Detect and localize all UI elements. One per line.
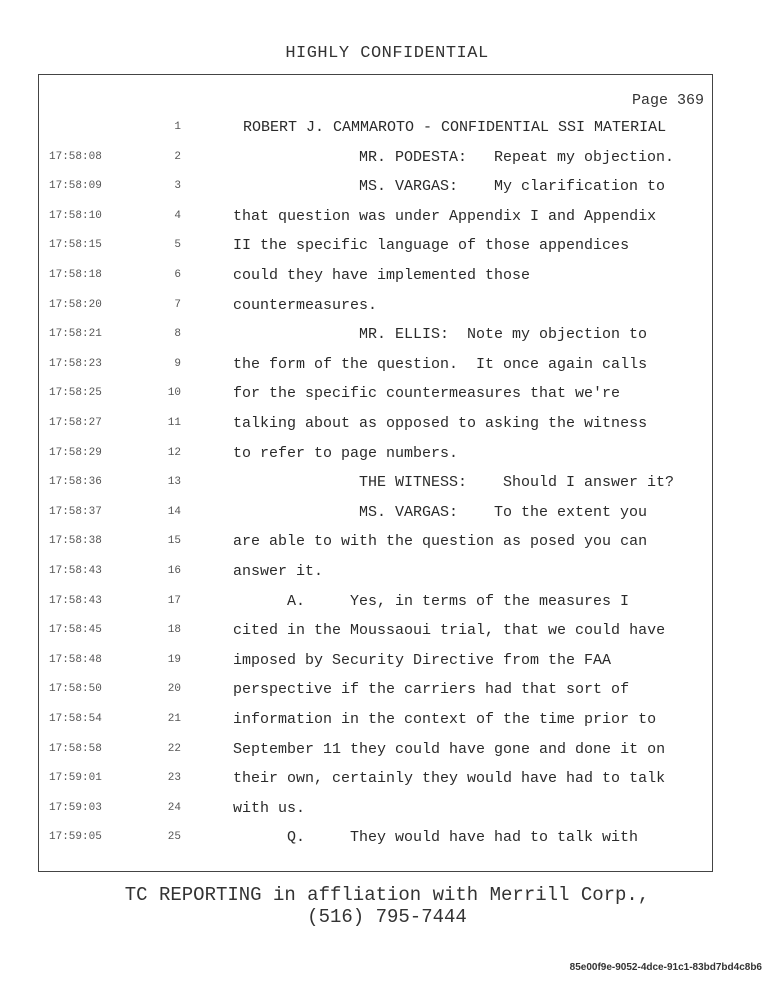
reporter-footer [0, 884, 774, 928]
transcript-line [39, 267, 712, 297]
line-text: ROBERT J. CAMMAROTO - CONFIDENTIAL SSI MATERIAL [243, 119, 667, 136]
transcript-line [39, 445, 712, 475]
line-text: countermeasures. [233, 296, 378, 314]
timestamp: 17:58:09 [49, 180, 102, 193]
line-text: talking about as opposed to asking the witness [233, 415, 648, 432]
transcript-line [39, 356, 712, 386]
timestamp: 17:58:54 [49, 713, 102, 725]
transcript-line [39, 504, 712, 534]
timestamp: 17:58:23 [49, 357, 102, 370]
line-text: that question was under Appendix I and Appendix [233, 207, 657, 225]
line-text: Q. They would have had to talk with [287, 829, 639, 847]
line-text: perspective if the carriers had that sort of [233, 681, 630, 699]
transcript-line [39, 237, 712, 267]
line-number: 3 [174, 180, 181, 193]
line-number: 7 [174, 298, 181, 311]
line-text: II the specific language of those appendices [233, 237, 630, 255]
timestamp: 17:58:50 [49, 683, 102, 696]
transcript-line [39, 622, 712, 652]
line-text: MR. PODESTA: Repeat my objection. [359, 148, 675, 166]
line-text: imposed by Security Directive from the FAA [233, 651, 612, 669]
line-number: 6 [174, 269, 181, 281]
line-number: 15 [167, 535, 181, 548]
timestamp: 17:58:43 [49, 594, 102, 607]
line-text: MS. VARGAS: To the extent you [359, 503, 648, 521]
line-number: 22 [167, 742, 181, 755]
transcript-line [39, 593, 712, 623]
transcript-line [39, 119, 712, 149]
line-number: 23 [167, 772, 181, 785]
transcript-line [39, 563, 712, 593]
line-text: could they have implemented those [233, 267, 531, 284]
timestamp: 17:59:01 [49, 772, 102, 785]
transcript-line [39, 829, 712, 859]
transcript-line [39, 770, 712, 800]
page-number: Page 369 [631, 92, 704, 109]
line-number: 8 [174, 328, 181, 341]
reporter-name: TC REPORTING in affliation with Merrill Corp., [124, 884, 650, 906]
timestamp: 17:58:45 [49, 624, 102, 637]
timestamp: 17:58:43 [49, 565, 102, 577]
line-number: 16 [167, 565, 181, 577]
reporter-phone: (516) 795-7444 [307, 906, 467, 928]
line-number: 4 [174, 209, 181, 222]
line-text: the form of the question. It once again calls [233, 355, 648, 373]
line-text: A. Yes, in terms of the measures I [287, 592, 630, 610]
transcript-line [39, 149, 712, 179]
line-number: 2 [174, 150, 181, 163]
timestamp: 17:58:38 [49, 535, 102, 548]
timestamp: 17:58:48 [49, 653, 102, 666]
line-text: MS. VARGAS: My clarification to [359, 178, 666, 196]
line-text: for the specific countermeasures that we're [233, 385, 621, 403]
transcript-line [39, 533, 712, 563]
transcript-line [39, 326, 712, 356]
line-text: information in the context of the time prior to [233, 711, 657, 728]
line-number: 5 [174, 239, 181, 252]
transcript-line [39, 385, 712, 415]
timestamp: 17:58:58 [49, 742, 102, 755]
transcript-line [39, 178, 712, 208]
line-text: are able to with the question as posed you can [233, 533, 648, 551]
document-id: 85e00f9e-9052-4dce-91c1-83bd7bd4c8b6 [569, 962, 762, 973]
transcript-line [39, 297, 712, 327]
line-number: 11 [167, 417, 181, 429]
timestamp: 17:58:36 [49, 476, 102, 489]
line-text: their own, certainly they would have had to talk [233, 770, 666, 788]
line-text: with us. [233, 799, 306, 817]
line-number: 20 [167, 683, 181, 696]
timestamp: 17:58:20 [49, 298, 102, 311]
line-number: 24 [167, 801, 181, 814]
transcript-line [39, 741, 712, 771]
timestamp: 17:58:21 [49, 328, 102, 341]
transcript-line [39, 415, 712, 445]
line-number: 18 [167, 624, 181, 637]
line-text: answer it. [233, 563, 324, 580]
transcript-line [39, 800, 712, 830]
line-text: THE WITNESS: Should I answer it? [359, 474, 675, 492]
timestamp: 17:58:25 [49, 387, 102, 400]
transcript-line [39, 681, 712, 711]
timestamp: 17:58:10 [49, 209, 102, 222]
line-number: 10 [167, 387, 181, 400]
line-number: 21 [167, 713, 181, 725]
transcript-line [39, 711, 712, 741]
line-number: 13 [167, 476, 181, 489]
timestamp: 17:59:05 [49, 831, 102, 844]
timestamp: 17:58:08 [49, 150, 102, 163]
transcript-page [38, 74, 713, 872]
line-text: cited in the Moussaoui trial, that we could have [233, 622, 666, 640]
transcript-line [39, 208, 712, 238]
timestamp: 17:58:27 [49, 417, 102, 429]
line-number: 9 [174, 357, 181, 370]
line-number: 25 [167, 831, 181, 844]
timestamp: 17:58:29 [49, 446, 102, 459]
timestamp: 17:58:18 [49, 269, 102, 281]
line-number: 1 [174, 121, 181, 133]
line-number: 17 [167, 594, 181, 607]
confidential-header: HIGHLY CONFIDENTIAL [285, 44, 489, 63]
transcript-line [39, 652, 712, 682]
line-number: 14 [167, 505, 181, 518]
line-number: 19 [167, 653, 181, 666]
transcript-line [39, 474, 712, 504]
line-text: to refer to page numbers. [233, 444, 459, 462]
timestamp: 17:58:37 [49, 505, 102, 518]
line-text: MR. ELLIS: Note my objection to [359, 326, 648, 344]
line-text: September 11 they could have gone and done it on [233, 740, 666, 758]
timestamp: 17:59:03 [49, 801, 102, 814]
timestamp: 17:58:15 [49, 239, 102, 252]
line-number: 12 [167, 446, 181, 459]
